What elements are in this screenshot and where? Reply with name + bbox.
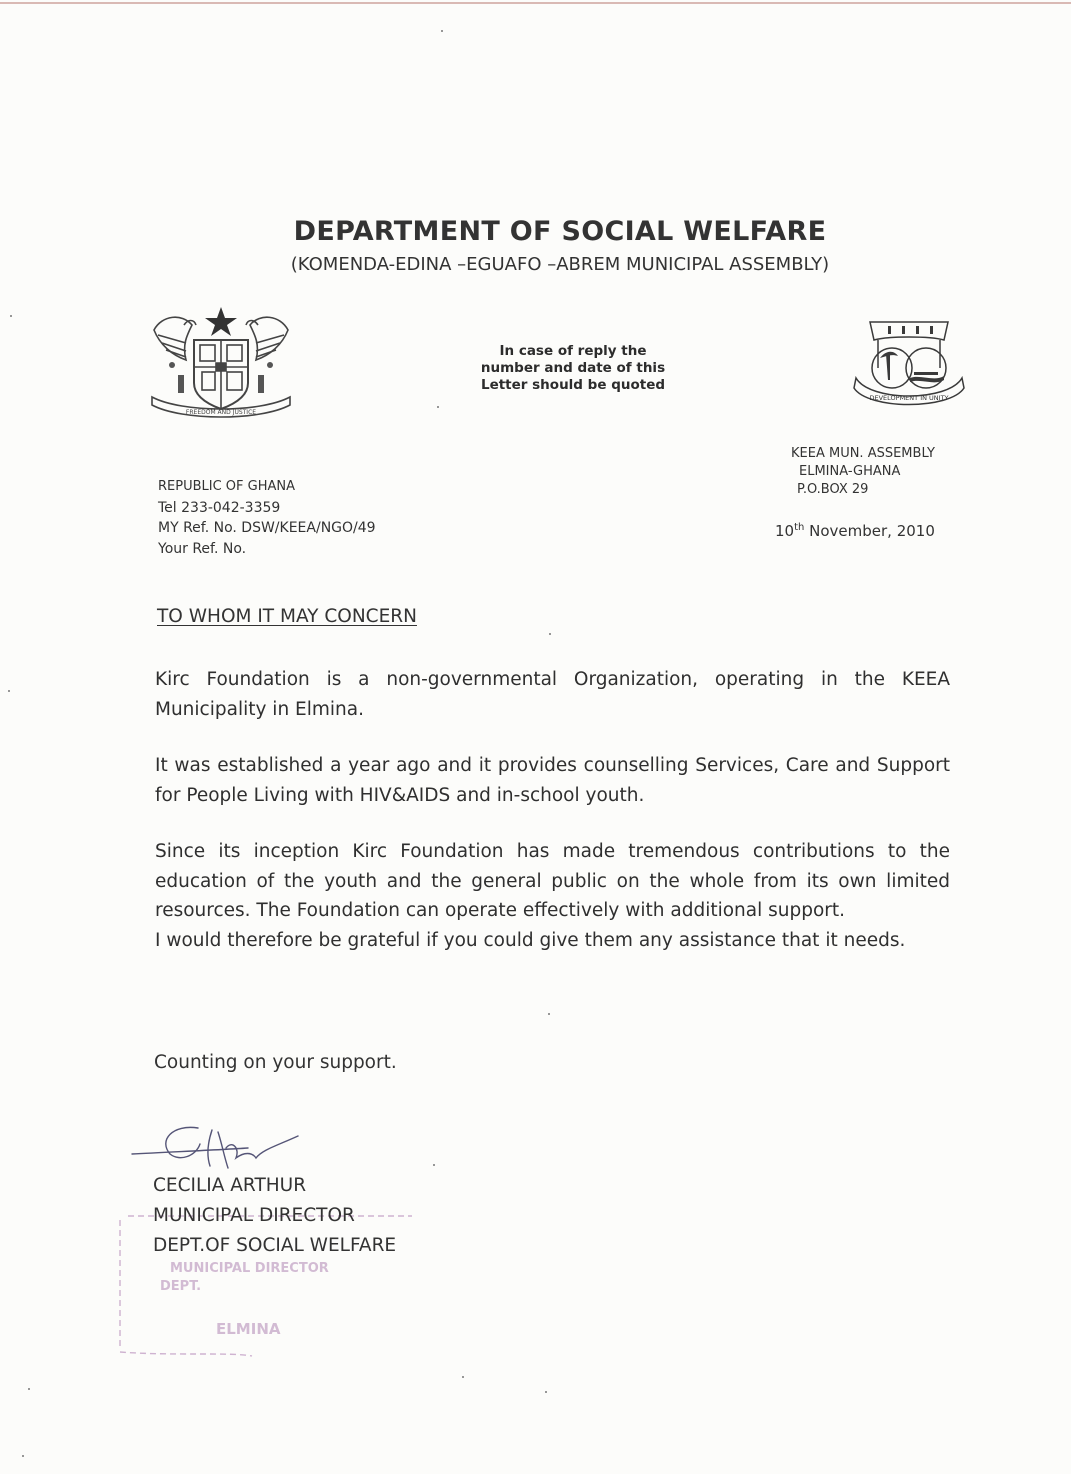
scan-speck (545, 1391, 547, 1393)
svg-text:DEPT.: DEPT. (160, 1279, 202, 1294)
body-paragraph-3: Since its inception Kirc Foundation has made tremendous contributions to the education of the youth and the general public on the whole from its own limited resources. The Foundation can operate effectively with additional support. (155, 841, 950, 921)
svg-text:MUNICIPAL DIRECTOR: MUNICIPAL DIRECTOR (170, 1261, 329, 1276)
signatory-name: CECILIA ARTHUR (153, 1175, 307, 1196)
address-line-3: P.O.BOX 29 (797, 482, 869, 497)
country-name: REPUBLIC OF GHANA (158, 479, 296, 494)
my-reference: MY Ref. No. DSW/KEEA/NGO/49 (158, 520, 376, 536)
scan-speck (437, 406, 439, 408)
svg-text:ELMINA: ELMINA (216, 1320, 281, 1338)
letter-date (775, 522, 935, 540)
reply-note-line-1: In case of reply the (499, 343, 647, 359)
keea-assembly-logo-icon (850, 314, 968, 410)
scan-speck (8, 690, 10, 692)
scan-speck (549, 633, 551, 635)
assembly-subtitle: (KOMENDA-EDINA –EGUAFO –ABREM MUNICIPAL ASSEMBLY) (290, 254, 830, 275)
municipal-address-block (791, 445, 935, 499)
body-paragraph-1: Kirc Foundation is a non-governmental Organization, operating in the KEEA Municipality in Elmina. (155, 669, 950, 720)
date-rest: November, 2010 (804, 522, 935, 540)
your-reference: Your Ref. No. (158, 540, 247, 557)
scan-speck (441, 30, 443, 32)
reply-note-line-3: Letter should be quoted (480, 377, 666, 393)
salutation: TO WHOM IT MAY CONCERN (157, 606, 417, 627)
scan-speck (433, 1164, 435, 1166)
signature-icon (128, 1118, 308, 1178)
letter-body (155, 665, 950, 955)
date-day: 10 (775, 522, 795, 540)
department-title: DEPARTMENT OF SOCIAL WELFARE (293, 216, 827, 247)
signatory-block (153, 1171, 396, 1261)
ghana-coat-of-arms-icon (142, 305, 300, 425)
scan-speck (28, 1388, 30, 1390)
signatory-department: DEPT.OF SOCIAL WELFARE (153, 1235, 397, 1256)
address-line-2: ELMINA-GHANA (799, 464, 901, 479)
body-paragraph-4: I would therefore be grateful if you could give them any assistance that it needs. (155, 929, 906, 951)
telephone: Tel 233-042-3359 (158, 499, 281, 516)
scan-speck (548, 1013, 550, 1015)
reply-reference-note (448, 343, 698, 394)
svg-text:DEVELOPMENT IN UNITY: DEVELOPMENT IN UNITY (869, 394, 949, 402)
date-suffix: th (794, 522, 805, 533)
reply-note-line-2: number and date of this (480, 360, 666, 376)
scan-speck (462, 1376, 464, 1378)
svg-text:FREEDOM AND JUSTICE: FREEDOM AND JUSTICE (185, 409, 257, 416)
sender-reference-block (158, 477, 376, 559)
body-paragraph-2: It was established a year ago and it provides counselling Services, Care and Support for People Living with HIV&AIDS and in-school youth. (155, 755, 950, 806)
signatory-position: MUNICIPAL DIRECTOR (153, 1205, 355, 1226)
closing-line: Counting on your support. (154, 1052, 397, 1073)
scan-speck (10, 315, 12, 317)
scan-speck (22, 1455, 24, 1457)
address-line-1: KEEA MUN. ASSEMBLY (791, 446, 935, 461)
scan-edge-line (0, 2, 1071, 4)
